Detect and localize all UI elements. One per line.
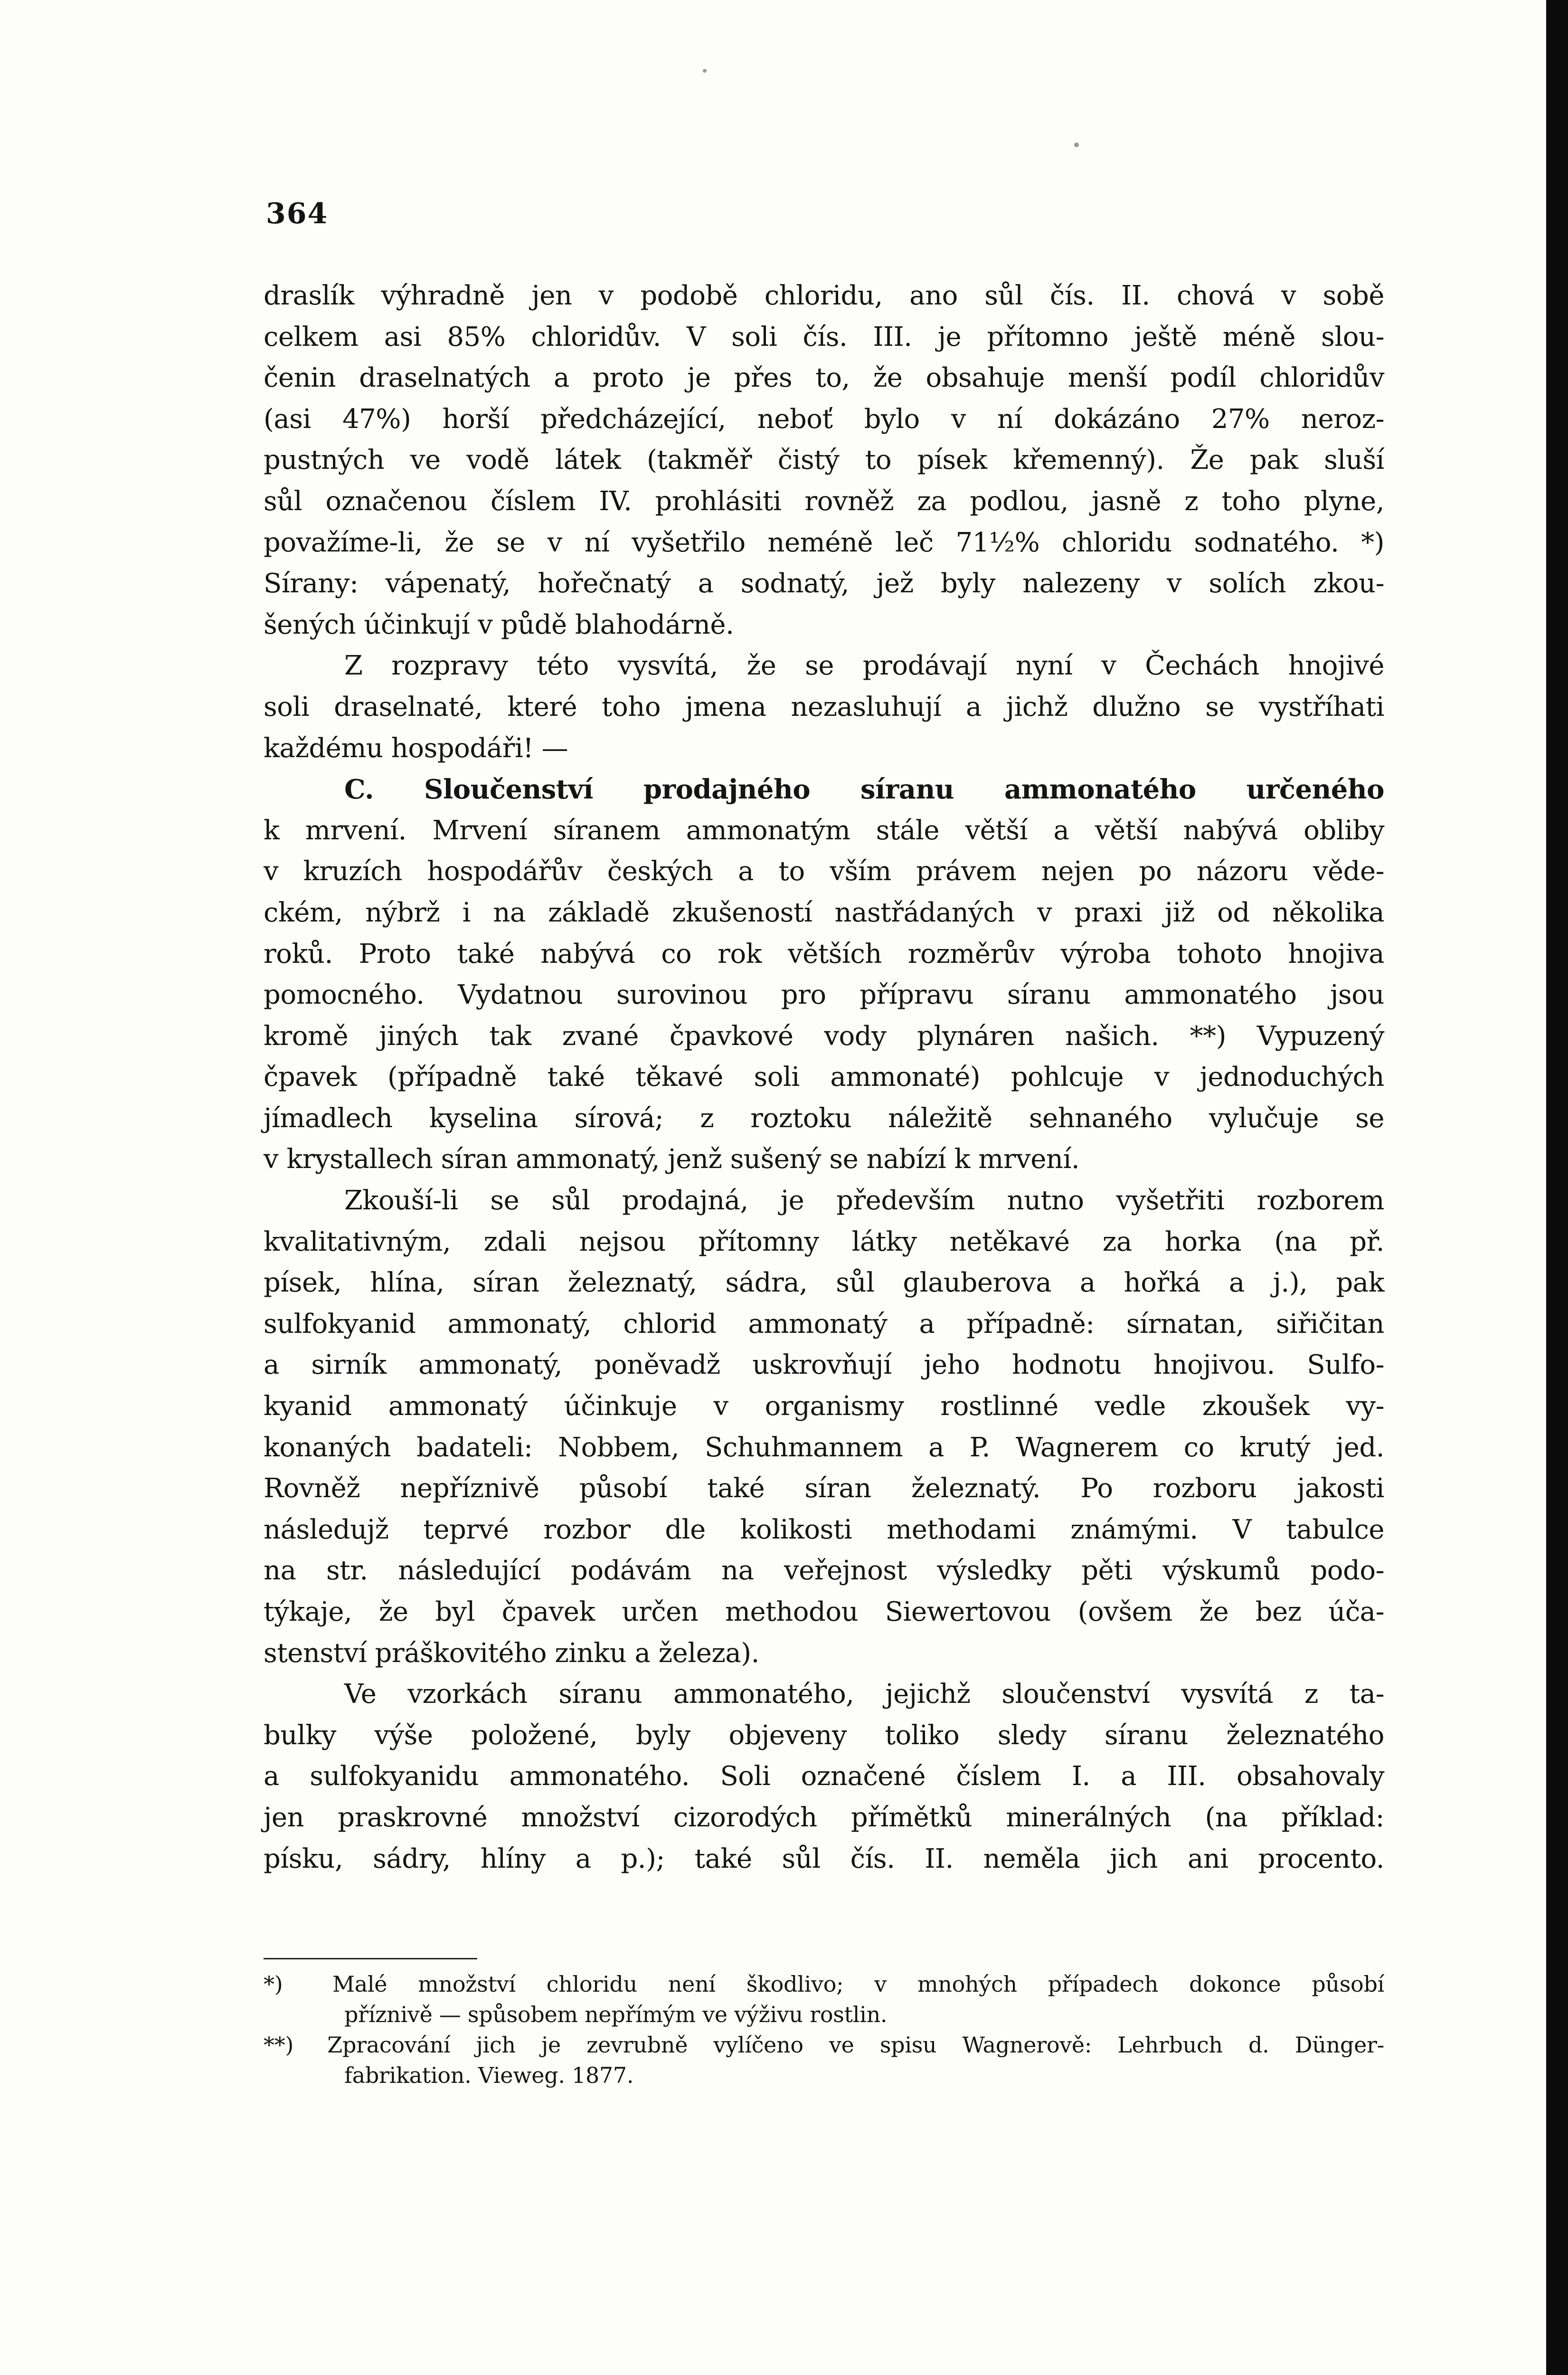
text-line: a sirník ammonatý, poněvadž uskrovňují jeho hodnotu hnojivou. Sulfo- (264, 1349, 1384, 1381)
text-line: bulky výše položené, byly objeveny toliko sledy síranu železnatého (264, 1720, 1384, 1751)
footnote-marker: *) (264, 1971, 283, 1997)
text-line: sulfokyanid ammonatý, chlorid ammonatý a případně: sírnatan, siřičitan (264, 1308, 1384, 1340)
section-heading: C. Sloučenství prodajného síranu ammonatého určeného (344, 774, 1384, 806)
scan-edge (1546, 0, 1568, 2375)
text-line: kromě jiných tak zvané čpavkové vody plynáren našich. **) Vypuzený (264, 1020, 1384, 1052)
scan-speck (703, 69, 707, 73)
text-line: týkaje, že byl čpavek určen methodou Siewertovou (ovšem že bez úča- (264, 1596, 1384, 1627)
page-number: 364 (266, 197, 329, 230)
footnote-text: Zpracování jich je zevrubně vylíčeno ve spisu Wagnerově: Lehrbuch d. Dünger- (327, 2032, 1384, 2058)
footnote-marker: **) (264, 2032, 294, 2058)
text-line: Sírany: vápenatý, hořečnatý a sodnatý, jež byly nalezeny v solích zkou- (264, 568, 1384, 599)
footnote-line (264, 2030, 1384, 2060)
text-line: v krystallech síran ammonatý, jenž sušený se nabízí k mrvení. (264, 1144, 1080, 1175)
footnote-line: fabrikation. Vieweg. 1877. (344, 2062, 634, 2088)
text-line: jímadlech kyselina sírová; z roztoku náležitě sehnaného vylučuje se (264, 1102, 1384, 1134)
footnote-line: příznivě — spůsobem nepřímým ve výživu rostlin. (344, 2002, 888, 2027)
text-line: stenství práškovitého zinku a železa). (264, 1637, 759, 1669)
text-line: jen praskrovné množství cizorodých přímětků minerálných (na příklad: (264, 1802, 1384, 1833)
text-line: v kruzích hospodářův českých a to vším právem nejen po názoru věde- (264, 856, 1384, 887)
text-line: kvalitativným, zdali nejsou přítomny látky netěkavé za horka (na př. (264, 1226, 1384, 1257)
text-line: šených účinkují v půdě blahodárně. (264, 609, 734, 640)
text-line: každému hospodáři! — (264, 732, 568, 764)
footnote-divider (264, 1958, 477, 1959)
text-line: na str. následující podávám na veřejnost výsledky pěti výskumů podo- (264, 1555, 1384, 1586)
text-line: a sulfokyanidu ammonatého. Soli označené číslem I. a III. obsahovaly (264, 1761, 1384, 1792)
text-line: soli draselnaté, které toho jmena nezasluhují a jichž dlužno se vystříhati (264, 691, 1384, 722)
text-line: (asi 47%) horší předcházející, neboť bylo v ní dokázáno 27% neroz- (264, 403, 1384, 435)
text-line: pomocného. Vydatnou surovinou pro přípravu síranu ammonatého jsou (264, 979, 1384, 1011)
text-line: Zkouší-li se sůl prodajná, je především nutno vyšetřiti rozborem (344, 1185, 1384, 1216)
footnote-text: Malé množství chloridu není škodlivo; v mnohých případech dokonce působí (332, 1971, 1384, 1997)
text-line: Ve vzorkách síranu ammonatého, jejichž sloučenství vysvítá z ta- (344, 1679, 1384, 1710)
text-line: čenin draselnatých a proto je přes to, že obsahuje menší podíl chloridův (264, 362, 1384, 394)
text-line: pustných ve vodě látek (takměř čistý to písek křemenný). Že pak sluší (264, 445, 1384, 476)
text-line: kyanid ammonatý účinkuje v organismy rostlinné vedle zkoušek vy- (264, 1391, 1384, 1422)
text-line: čpavek (případně také těkavé soli ammonaté) pohlcuje v jednoduchých (264, 1062, 1384, 1093)
footnotes (264, 1969, 1384, 2090)
text-line: draslík výhradně jen v podobě chloridu, ano sůl čís. II. chová v sobě (264, 280, 1384, 311)
body-text (264, 276, 1384, 1880)
text-line: následujž teprvé rozbor dle kolikosti methodami známými. V tabulce (264, 1514, 1384, 1545)
text-line: Z rozpravy této vysvítá, že se prodávají nyní v Čechách hnojivé (344, 650, 1384, 682)
scan-speck (1074, 142, 1079, 147)
footnote-line (264, 1969, 1384, 1999)
text-line: písek, hlína, síran železnatý, sádra, sůl glauberova a hořká a j.), pak (264, 1267, 1384, 1299)
text-line: písku, sádry, hlíny a p.); také sůl čís. II. neměla jich ani procento. (264, 1843, 1384, 1874)
text-line: považíme-li, že se v ní vyšetřilo neméně leč 71½% chloridu sodnatého. *) (264, 527, 1384, 558)
text-line: celkem asi 85% chloridův. V soli čís. III. je přítomno ještě méně slou- (264, 321, 1384, 352)
text-line: roků. Proto také nabývá co rok větších rozměrův výroba tohoto hnojiva (264, 938, 1384, 969)
text-line: ckém, nýbrž i na základě zkušeností nastřádaných v praxi již od několika (264, 897, 1384, 928)
text-line: k mrvení. Mrvení síranem ammonatým stále větší a větší nabývá obliby (264, 815, 1384, 846)
text-line: Rovněž nepříznivě působí také síran železnatý. Po rozboru jakosti (264, 1473, 1384, 1504)
text-line: konaných badateli: Nobbem, Schuhmannem a P. Wagnerem co krutý jed. (264, 1432, 1384, 1463)
text-line: sůl označenou číslem IV. prohlásiti rovněž za podlou, jasně z toho plyne, (264, 485, 1384, 517)
